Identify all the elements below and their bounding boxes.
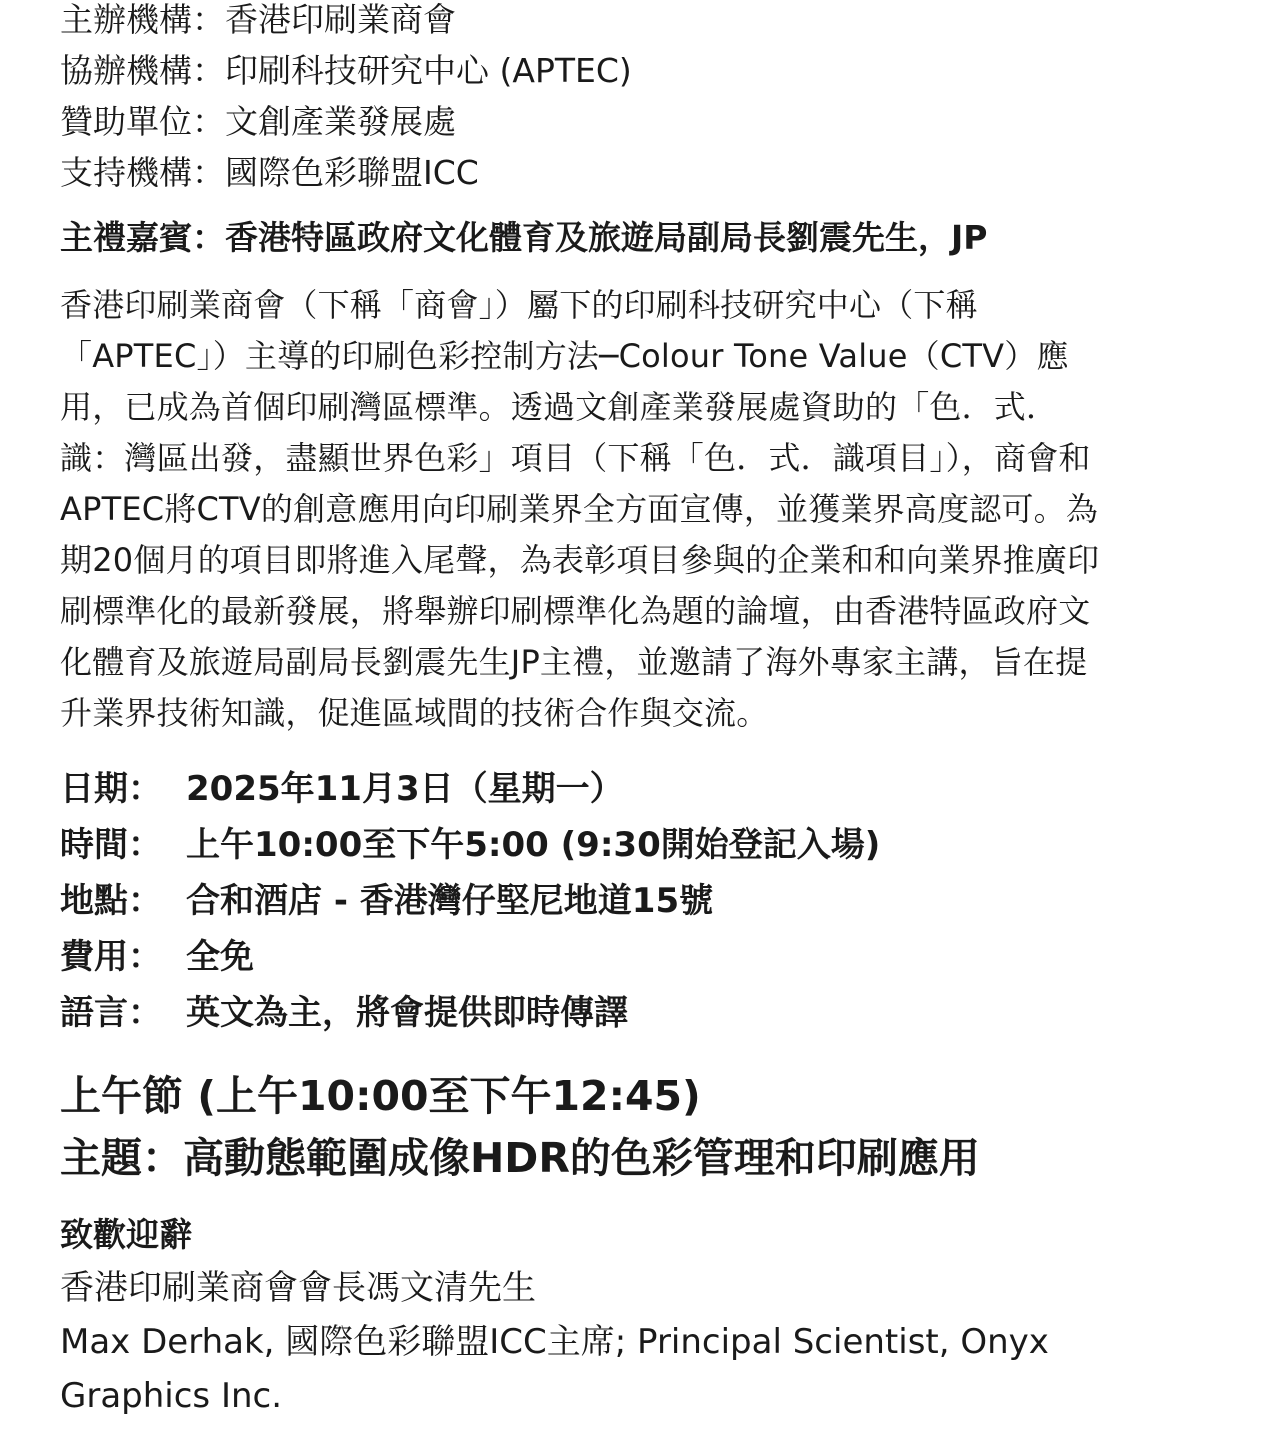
intro-line: 識：灣區出發，盡顯世界色彩」項目（下稱「色．式．識項目」），商會和 bbox=[60, 439, 1091, 477]
intro-line: 刷標準化的最新發展，將舉辦印刷標準化為題的論壇，由香港特區政府文 bbox=[60, 592, 1091, 630]
intro-line: 香港印刷業商會（下稱「商會」）屬下的印刷科技研究中心（下稱 bbox=[60, 286, 978, 324]
detail-value: 英文為主，將會提供即時傳譯 bbox=[186, 993, 628, 1033]
welcome-speakers bbox=[60, 1261, 1215, 1423]
intro-line: 期20個月的項目即將進入尾聲，為表彰項目參與的企業和和向業界推廣印 bbox=[60, 541, 1100, 579]
detail-label: 日期： bbox=[60, 769, 162, 809]
organizer-line-sponsor: 贊助單位：文創產業發展處 bbox=[60, 102, 456, 141]
detail-value: 上午10:00至下午5:00 (9:30開始登記入場) bbox=[186, 825, 881, 865]
detail-row-time bbox=[60, 817, 1215, 873]
guest-of-honour: 主禮嘉賓：香港特區政府文化體育及旅遊局副局長劉震先生，JP bbox=[60, 218, 988, 257]
speaker-line: 香港印刷業商會會長馮文清先生 bbox=[60, 1268, 536, 1308]
session-topic: 主題：高動態範圍成像HDR的色彩管理和印刷應用 bbox=[60, 1134, 980, 1182]
session-heading bbox=[60, 1065, 1215, 1189]
intro-line: APTEC將CTV的創意應用向印刷業界全方面宣傳，並獲業界高度認可。為 bbox=[60, 490, 1099, 528]
organizer-line-supporter: 支持機構：國際色彩聯盟ICC bbox=[60, 153, 479, 192]
organizer-line-co-organizer: 協辦機構：印刷科技研究中心 (APTEC) bbox=[60, 51, 632, 90]
detail-row-fee bbox=[60, 929, 1215, 985]
organizer-line-host: 主辦機構：香港印刷業商會 bbox=[60, 0, 456, 39]
organizers-block bbox=[60, 0, 1215, 198]
detail-label: 費用： bbox=[60, 937, 162, 977]
detail-value: 2025年11月3日（星期一） bbox=[186, 769, 624, 809]
detail-label: 語言： bbox=[60, 993, 162, 1033]
event-details bbox=[60, 761, 1215, 1041]
detail-label: 地點： bbox=[60, 881, 162, 921]
detail-row-date bbox=[60, 761, 1215, 817]
intro-paragraph bbox=[60, 280, 1215, 739]
intro-line: 化體育及旅遊局副局長劉震先生JP主禮，並邀請了海外專家主講，旨在提 bbox=[60, 643, 1088, 681]
session-title: 上午節 (上午10:00至下午12:45) bbox=[60, 1072, 701, 1120]
speaker-line: Graphics Inc. bbox=[60, 1376, 283, 1416]
welcome-title: 致歡迎辭 bbox=[60, 1215, 192, 1254]
detail-row-language bbox=[60, 985, 1215, 1041]
intro-line: 升業界技術知識，促進區域間的技術合作與交流。 bbox=[60, 694, 769, 732]
detail-value: 全免 bbox=[186, 937, 254, 977]
detail-label: 時間： bbox=[60, 825, 162, 865]
intro-line: 「APTEC」）主導的印刷色彩控制方法─Colour Tone Value（CTV）應 bbox=[60, 337, 1069, 375]
intro-line: 用，已成為首個印刷灣區標準。透過文創產業發展處資助的「色．式． bbox=[60, 388, 1059, 426]
speaker-line: Max Derhak, 國際色彩聯盟ICC主席; Principal Scientist, Onyx bbox=[60, 1322, 1049, 1362]
detail-row-venue bbox=[60, 873, 1215, 929]
detail-value: 合和酒店 - 香港灣仔堅尼地道15號 bbox=[186, 881, 714, 921]
